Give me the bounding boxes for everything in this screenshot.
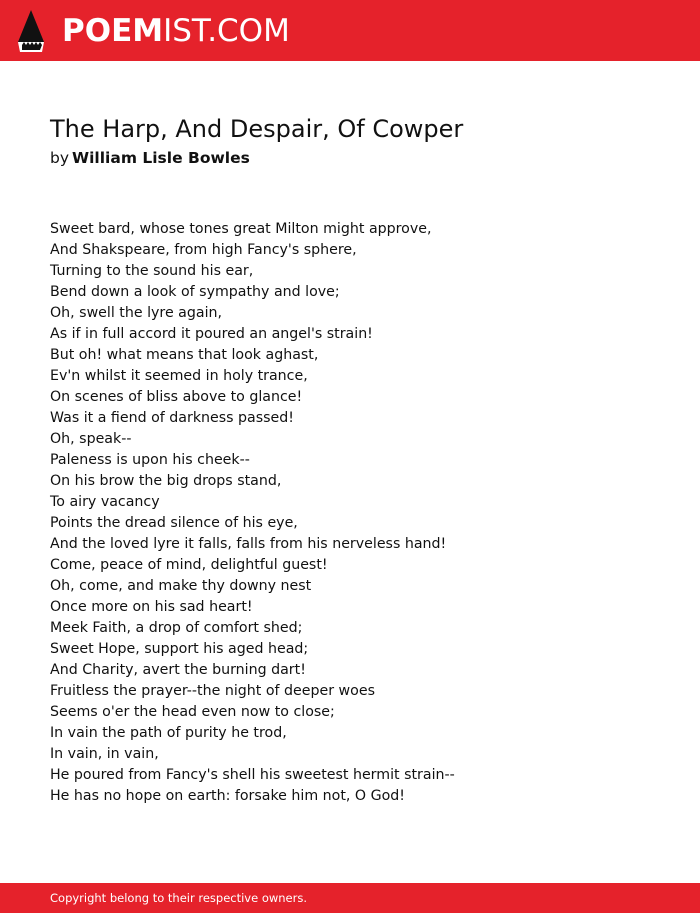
poem-line: Oh, swell the lyre again,: [50, 305, 223, 321]
poem-line: Turning to the sound his ear,: [50, 263, 254, 279]
poem-line: Oh, speak--: [50, 431, 132, 447]
site-logo[interactable]: [62, 11, 290, 51]
poem-line: Sweet bard, whose tones great Milton might approve,: [50, 221, 432, 237]
poem-line: Come, peace of mind, delightful guest!: [50, 557, 328, 573]
poem-line: On his brow the big drops stand,: [50, 473, 282, 489]
poem-line: And the loved lyre it falls, falls from his nerveless hand!: [50, 536, 447, 552]
poem-line: To airy vacancy: [50, 494, 160, 510]
poem-line: Bend down a look of sympathy and love;: [50, 284, 340, 300]
pencil-icon: [18, 10, 44, 52]
byline: [50, 149, 250, 167]
poem-line: Points the dread silence of his eye,: [50, 515, 298, 531]
poem-body: [50, 219, 455, 807]
poem-line: And Charity, avert the burning dart!: [50, 662, 306, 678]
site-footer: [0, 883, 700, 913]
poem-line: Was it a fiend of darkness passed!: [50, 410, 294, 426]
poem-line: On scenes of bliss above to glance!: [50, 389, 303, 405]
poem-line: Seems o'er the head even now to close;: [50, 704, 335, 720]
poem-line: Ev'n whilst it seemed in holy trance,: [50, 368, 308, 384]
poem-line: In vain the path of purity he trod,: [50, 725, 287, 741]
poem-line: He has no hope on earth: forsake him not, O God!: [50, 788, 405, 804]
poem-line: Paleness is upon his cheek--: [50, 452, 250, 468]
poem-title: The Harp, And Despair, Of Cowper: [50, 115, 464, 143]
copyright-text: Copyright belong to their respective owners.: [50, 891, 308, 905]
poem-line: He poured from Fancy's shell his sweetest hermit strain--: [50, 767, 455, 783]
poem-line: But oh! what means that look aghast,: [50, 347, 319, 363]
author-name: William Lisle Bowles: [72, 149, 250, 167]
poem-line: Once more on his sad heart!: [50, 599, 253, 615]
poem-line: In vain, in vain,: [50, 746, 159, 762]
poem-line: And Shakspeare, from high Fancy's sphere,: [50, 242, 357, 258]
poem-line: Fruitless the prayer--the night of deeper woes: [50, 683, 375, 699]
by-label: by: [50, 149, 70, 167]
logo-bold-text: POEM: [62, 13, 164, 49]
logo-light-text: IST.COM: [163, 13, 290, 49]
site-header: [0, 0, 700, 61]
poem-line: Oh, come, and make thy downy nest: [50, 578, 312, 594]
poem-line: As if in full accord it poured an angel's strain!: [50, 326, 373, 342]
poem-line: Sweet Hope, support his aged head;: [50, 641, 309, 657]
poem-line: Meek Faith, a drop of comfort shed;: [50, 620, 303, 636]
